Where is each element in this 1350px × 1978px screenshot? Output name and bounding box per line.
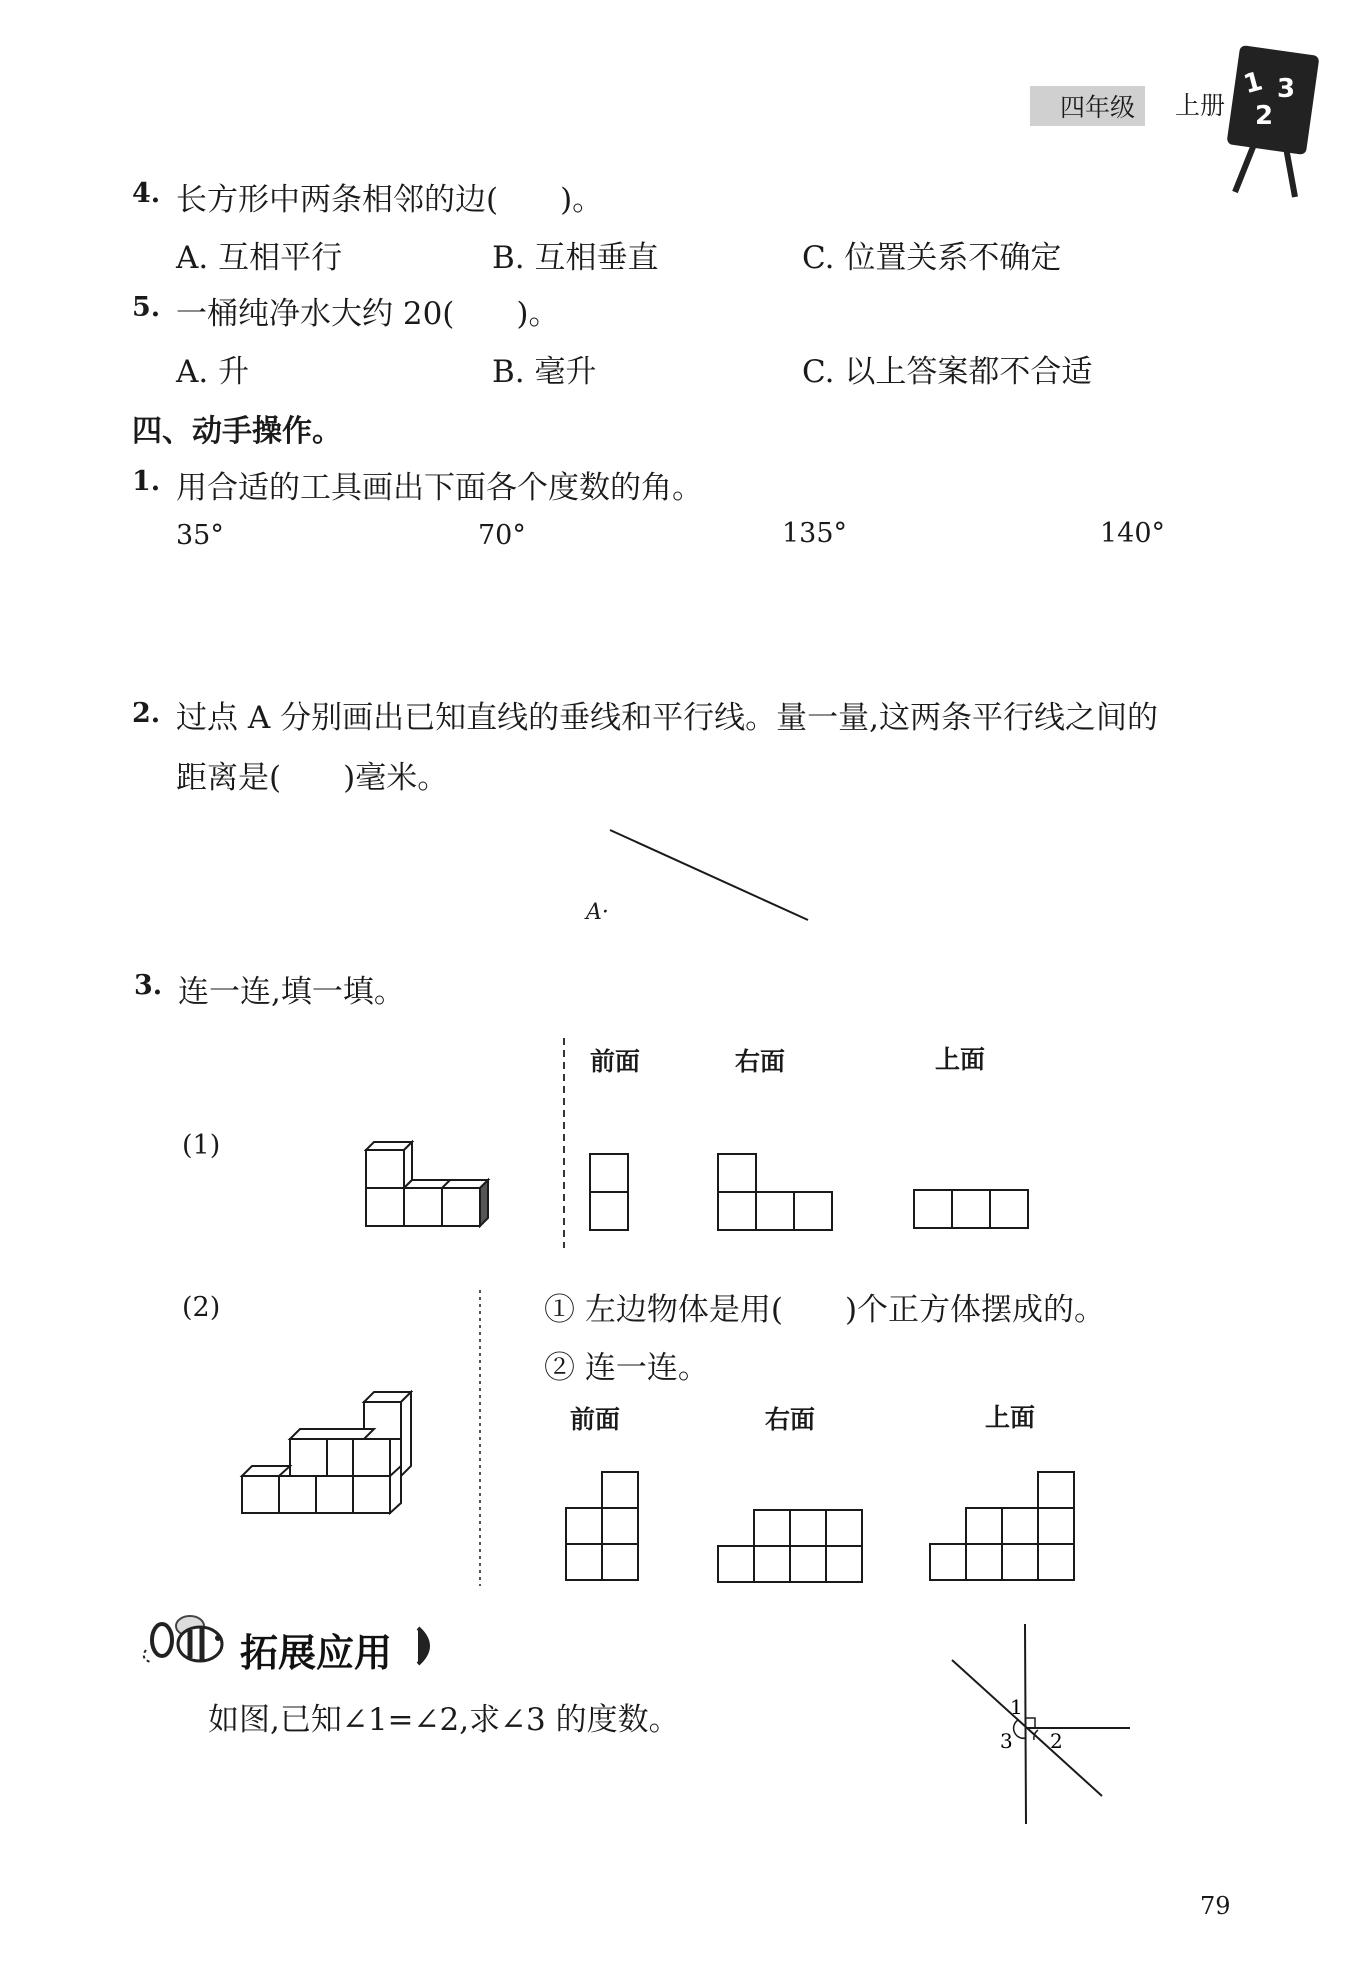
part2-solid-figure — [238, 1366, 428, 1518]
part2-question-1: ① 左边物体是用( )个正方体摆成的。 — [544, 1292, 1106, 1328]
op2-line2: 距离是( )毫米。 — [176, 760, 449, 796]
q5-text: 一桶纯净水大约 20( )。 — [176, 296, 560, 332]
angle-figure — [940, 1620, 1140, 1830]
logo-digit: 1 — [1240, 66, 1266, 101]
title-end-cap-icon — [416, 1626, 440, 1666]
term-label: 上册 — [1175, 91, 1226, 120]
angle-label: 70° — [478, 520, 526, 551]
part2-label: (2) — [182, 1292, 221, 1323]
part2-question-2: ② 连一连。 — [544, 1350, 709, 1386]
view-label-front: 前面 — [590, 1047, 641, 1076]
logo-digit: 2 — [1255, 101, 1274, 131]
q4-option-b: B. 互相垂直 — [492, 240, 659, 276]
part2-top-view — [924, 1470, 1080, 1588]
angle-3-label: 3 — [1000, 1729, 1013, 1753]
view-label-top: 上面 — [935, 1045, 986, 1074]
section-title: 四、动手操作。 — [132, 414, 342, 449]
op1-text: 用合适的工具画出下面各个度数的角。 — [176, 470, 703, 506]
cube-face — [442, 1188, 480, 1226]
part1-solid-figure — [360, 1130, 500, 1230]
part1-right-view — [716, 1152, 836, 1234]
view-label-right: 右面 — [735, 1047, 786, 1076]
point-a-label: A· — [586, 900, 609, 925]
op3-number: 3. — [134, 970, 163, 1001]
cube-face — [366, 1150, 404, 1188]
q4-text: 长方形中两条相邻的边( )。 — [176, 182, 604, 218]
extension-title: 拓展应用 — [240, 1631, 393, 1675]
q5-option-c: C. 以上答案都不合适 — [802, 354, 1093, 390]
angle-2-label: 2 — [1050, 1729, 1063, 1753]
page-number: 79 — [1200, 1892, 1231, 1920]
q4-option-c: C. 位置关系不确定 — [802, 240, 1062, 276]
angle-label: 140° — [1100, 518, 1166, 549]
q4-number: 4. — [132, 178, 161, 209]
angle-label: 135° — [782, 518, 848, 549]
q4-option-a: A. 互相平行 — [176, 240, 343, 276]
vertical-line — [1025, 1624, 1026, 1824]
bee-icon — [138, 1610, 238, 1670]
view-label-top: 上面 — [985, 1403, 1036, 1432]
view-label-right: 右面 — [765, 1405, 816, 1434]
divider-dotted-2 — [478, 1290, 482, 1590]
angle-1-label: 1 — [1010, 1695, 1023, 1719]
view-label-front: 前面 — [570, 1405, 621, 1434]
blackboard-logo-icon — [1225, 42, 1335, 202]
part1-label: (1) — [182, 1130, 221, 1161]
part2-right-view — [716, 1508, 872, 1588]
grade-label: 四年级 — [1030, 86, 1145, 126]
extension-text: 如图,已知∠1=∠2,求∠3 的度数。 — [208, 1702, 680, 1738]
part1-top-view — [912, 1188, 1032, 1232]
q5-option-a: A. 升 — [176, 354, 250, 390]
part2-front-view — [564, 1470, 644, 1588]
divider-dashed-1 — [562, 1038, 566, 1250]
given-line — [610, 830, 808, 920]
q5-number: 5. — [132, 292, 161, 323]
op1-number: 1. — [132, 466, 161, 497]
given-line-figure — [600, 820, 820, 930]
op2-number: 2. — [132, 698, 161, 729]
op2-line1: 过点 A 分别画出已知直线的垂线和平行线。量一量,这两条平行线之间的 — [176, 700, 1158, 736]
part1-front-view — [588, 1152, 632, 1234]
op3-text: 连一连,填一填。 — [178, 974, 405, 1010]
cube-face — [366, 1188, 404, 1226]
cube-face — [404, 1188, 442, 1226]
logo-digit: 3 — [1277, 74, 1296, 104]
angle-label: 35° — [176, 520, 224, 551]
q5-option-b: B. 毫升 — [492, 354, 597, 390]
